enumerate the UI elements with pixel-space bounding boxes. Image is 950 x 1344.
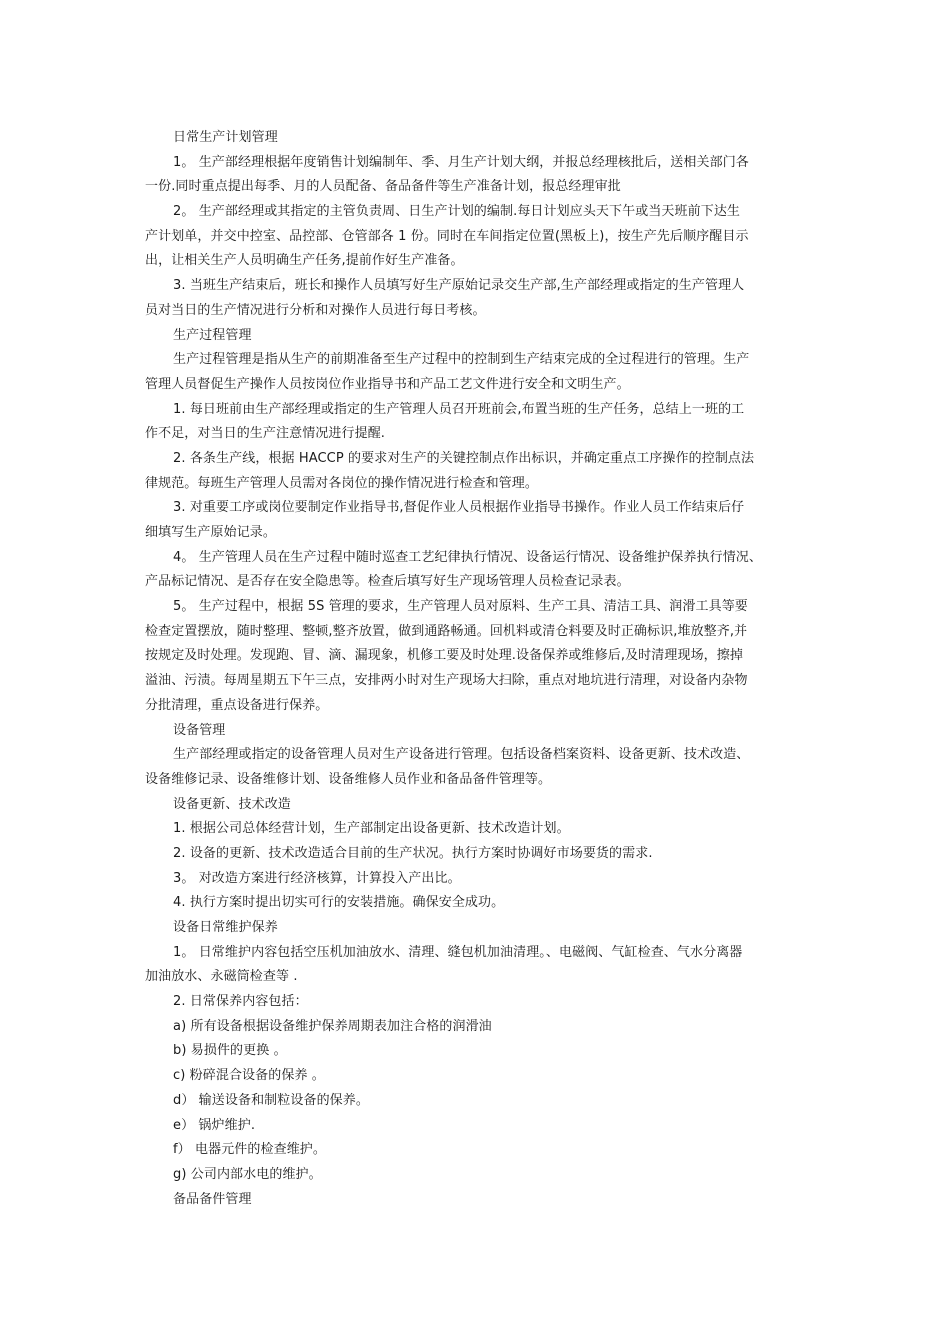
text-line: 2. 设备的更新、技术改造适合目前的生产状况。执行方案时协调好市场要货的需求. xyxy=(173,845,653,861)
text-line: 1。 生产部经理根据年度销售计划编制年、季、月生产计划大纲，并报总经理核批后，送相关部门各 xyxy=(173,154,749,170)
text-line: 2. 各条生产线，根据 HACCP 的要求对生产的关键控制点作出标识，并确定重点工序操作的控制点法 xyxy=(173,450,755,466)
text-line: 1. 根据公司总体经营计划，生产部制定出设备更新、技术改造计划。 xyxy=(173,821,570,837)
text-line: 3. 对重要工序或岗位要制定作业指导书,督促作业人员根据作业指导书操作。作业人员工作结束后仔 xyxy=(173,500,745,516)
text-line: 作不足，对当日的生产注意情况进行提醒. xyxy=(145,426,386,442)
text-line: 4。 生产管理人员在生产过程中随时巡查工艺纪律执行情况、设备运行情况、设备维护保养执行情况、 xyxy=(173,549,763,565)
text-line: 产计划单，并交中控室、品控部、仓管部各 1 份。同时在车间指定位置(黑板上)，按生产先后顺序醒目示 xyxy=(145,228,749,244)
text-line: g) 公司内部水电的维护。 xyxy=(173,1166,322,1182)
text-line: 管理人员督促生产操作人员按岗位作业指导书和产品工艺文件进行安全和文明生产。 xyxy=(145,376,630,392)
document-body xyxy=(145,126,810,1212)
text-line: 溢油、污渍。每周星期五下午三点，安排两小时对生产现场大扫除，重点对地坑进行清理，对设备内杂物 xyxy=(145,673,748,689)
text-line: 设备日常维护保养 xyxy=(173,920,278,935)
text-line: 加油放水、永磁筒检查等 . xyxy=(145,969,298,985)
text-line: 生产过程管理是指从生产的前期准备至生产过程中的控制到生产结束完成的全过程进行的管理。生产 xyxy=(173,352,750,368)
text-line: 设备更新、技术改造 xyxy=(173,796,291,812)
text-line: b) 易损件的更换 。 xyxy=(173,1043,287,1059)
text-line: 员对当日的生产情况进行分析和对操作人员进行每日考核。 xyxy=(145,302,486,318)
text-line: 按规定及时处理。发现跑、冒、滴、漏现象，机修工要及时处理.设备保养或维修后,及时清理现场，擦掉 xyxy=(145,648,743,664)
text-line: e） 锅炉维护. xyxy=(173,1117,256,1133)
text-line: a) 所有设备根据设备维护保养周期表加注合格的润滑油 xyxy=(173,1018,492,1034)
text-line: 分批清理，重点设备进行保养。 xyxy=(145,697,329,713)
text-line: 律规范。每班生产管理人员需对各岗位的操作情况进行检查和管理。 xyxy=(145,475,539,491)
text-line: 一份.同时重点提出每季、月的人员配备、备品备件等生产准备计划，报总经理审批 xyxy=(145,179,621,195)
text-line: 5。 生产过程中，根据 5S 管理的要求，生产管理人员对原料、生产工具、清洁工具、润滑工具等要 xyxy=(173,599,748,615)
text-line: 2。 生产部经理或其指定的主管负责周、日生产计划的编制.每日计划应头天下午或当天班前下达生 xyxy=(173,204,741,220)
text-line: 1. 每日班前由生产部经理或指定的生产管理人员召开班前会,布置当班的生产任务，总结上一班的工 xyxy=(173,401,745,417)
text-line: 检查定置摆放，随时整理、整顿,整齐放置，做到通路畅通。回机料或清仓料要及时正确标识,堆放整齐,并 xyxy=(145,623,748,639)
text-line: f） 电器元件的检查维护。 xyxy=(173,1142,327,1158)
text-line: 细填写生产原始记录。 xyxy=(145,525,277,540)
text-line: c) 粉碎混合设备的保养 。 xyxy=(173,1068,325,1084)
text-line: 日常生产计划管理 xyxy=(173,130,278,145)
text-line: 产品标记情况、是否存在安全隐患等。检查后填写好生产现场管理人员检查记录表。 xyxy=(145,574,630,590)
text-line: 1。 日常维护内容包括空压机加油放水、清理、缝包机加油清理。、电磁阀、气缸检查、气水分离器 xyxy=(173,944,743,960)
text-line: 设备管理 xyxy=(173,722,226,738)
text-line: d） 输送设备和制粒设备的保养。 xyxy=(173,1092,369,1108)
text-line: 3。 对改造方案进行经济核算，计算投入产出比。 xyxy=(173,870,461,886)
text-line: 2. 日常保养内容包括： xyxy=(173,994,308,1010)
text-line: 出，让相关生产人员明确生产任务,提前作好生产准备。 xyxy=(145,253,464,269)
text-line: 3. 当班生产结束后，班长和操作人员填写好生产原始记录交生产部,生产部经理或指定的生产管理人 xyxy=(173,278,745,294)
text-line: 生产过程管理 xyxy=(173,327,252,343)
text-line: 4. 执行方案时提出切实可行的安装措施。确保安全成功。 xyxy=(173,895,505,911)
text-line: 设备维修记录、设备维修计划、设备维修人员作业和备品备件管理等。 xyxy=(145,771,552,787)
text-line: 备品备件管理 xyxy=(173,1191,252,1207)
text-line: 生产部经理或指定的设备管理人员对生产设备进行管理。包括设备档案资料、设备更新、技术改造、 xyxy=(173,747,750,763)
